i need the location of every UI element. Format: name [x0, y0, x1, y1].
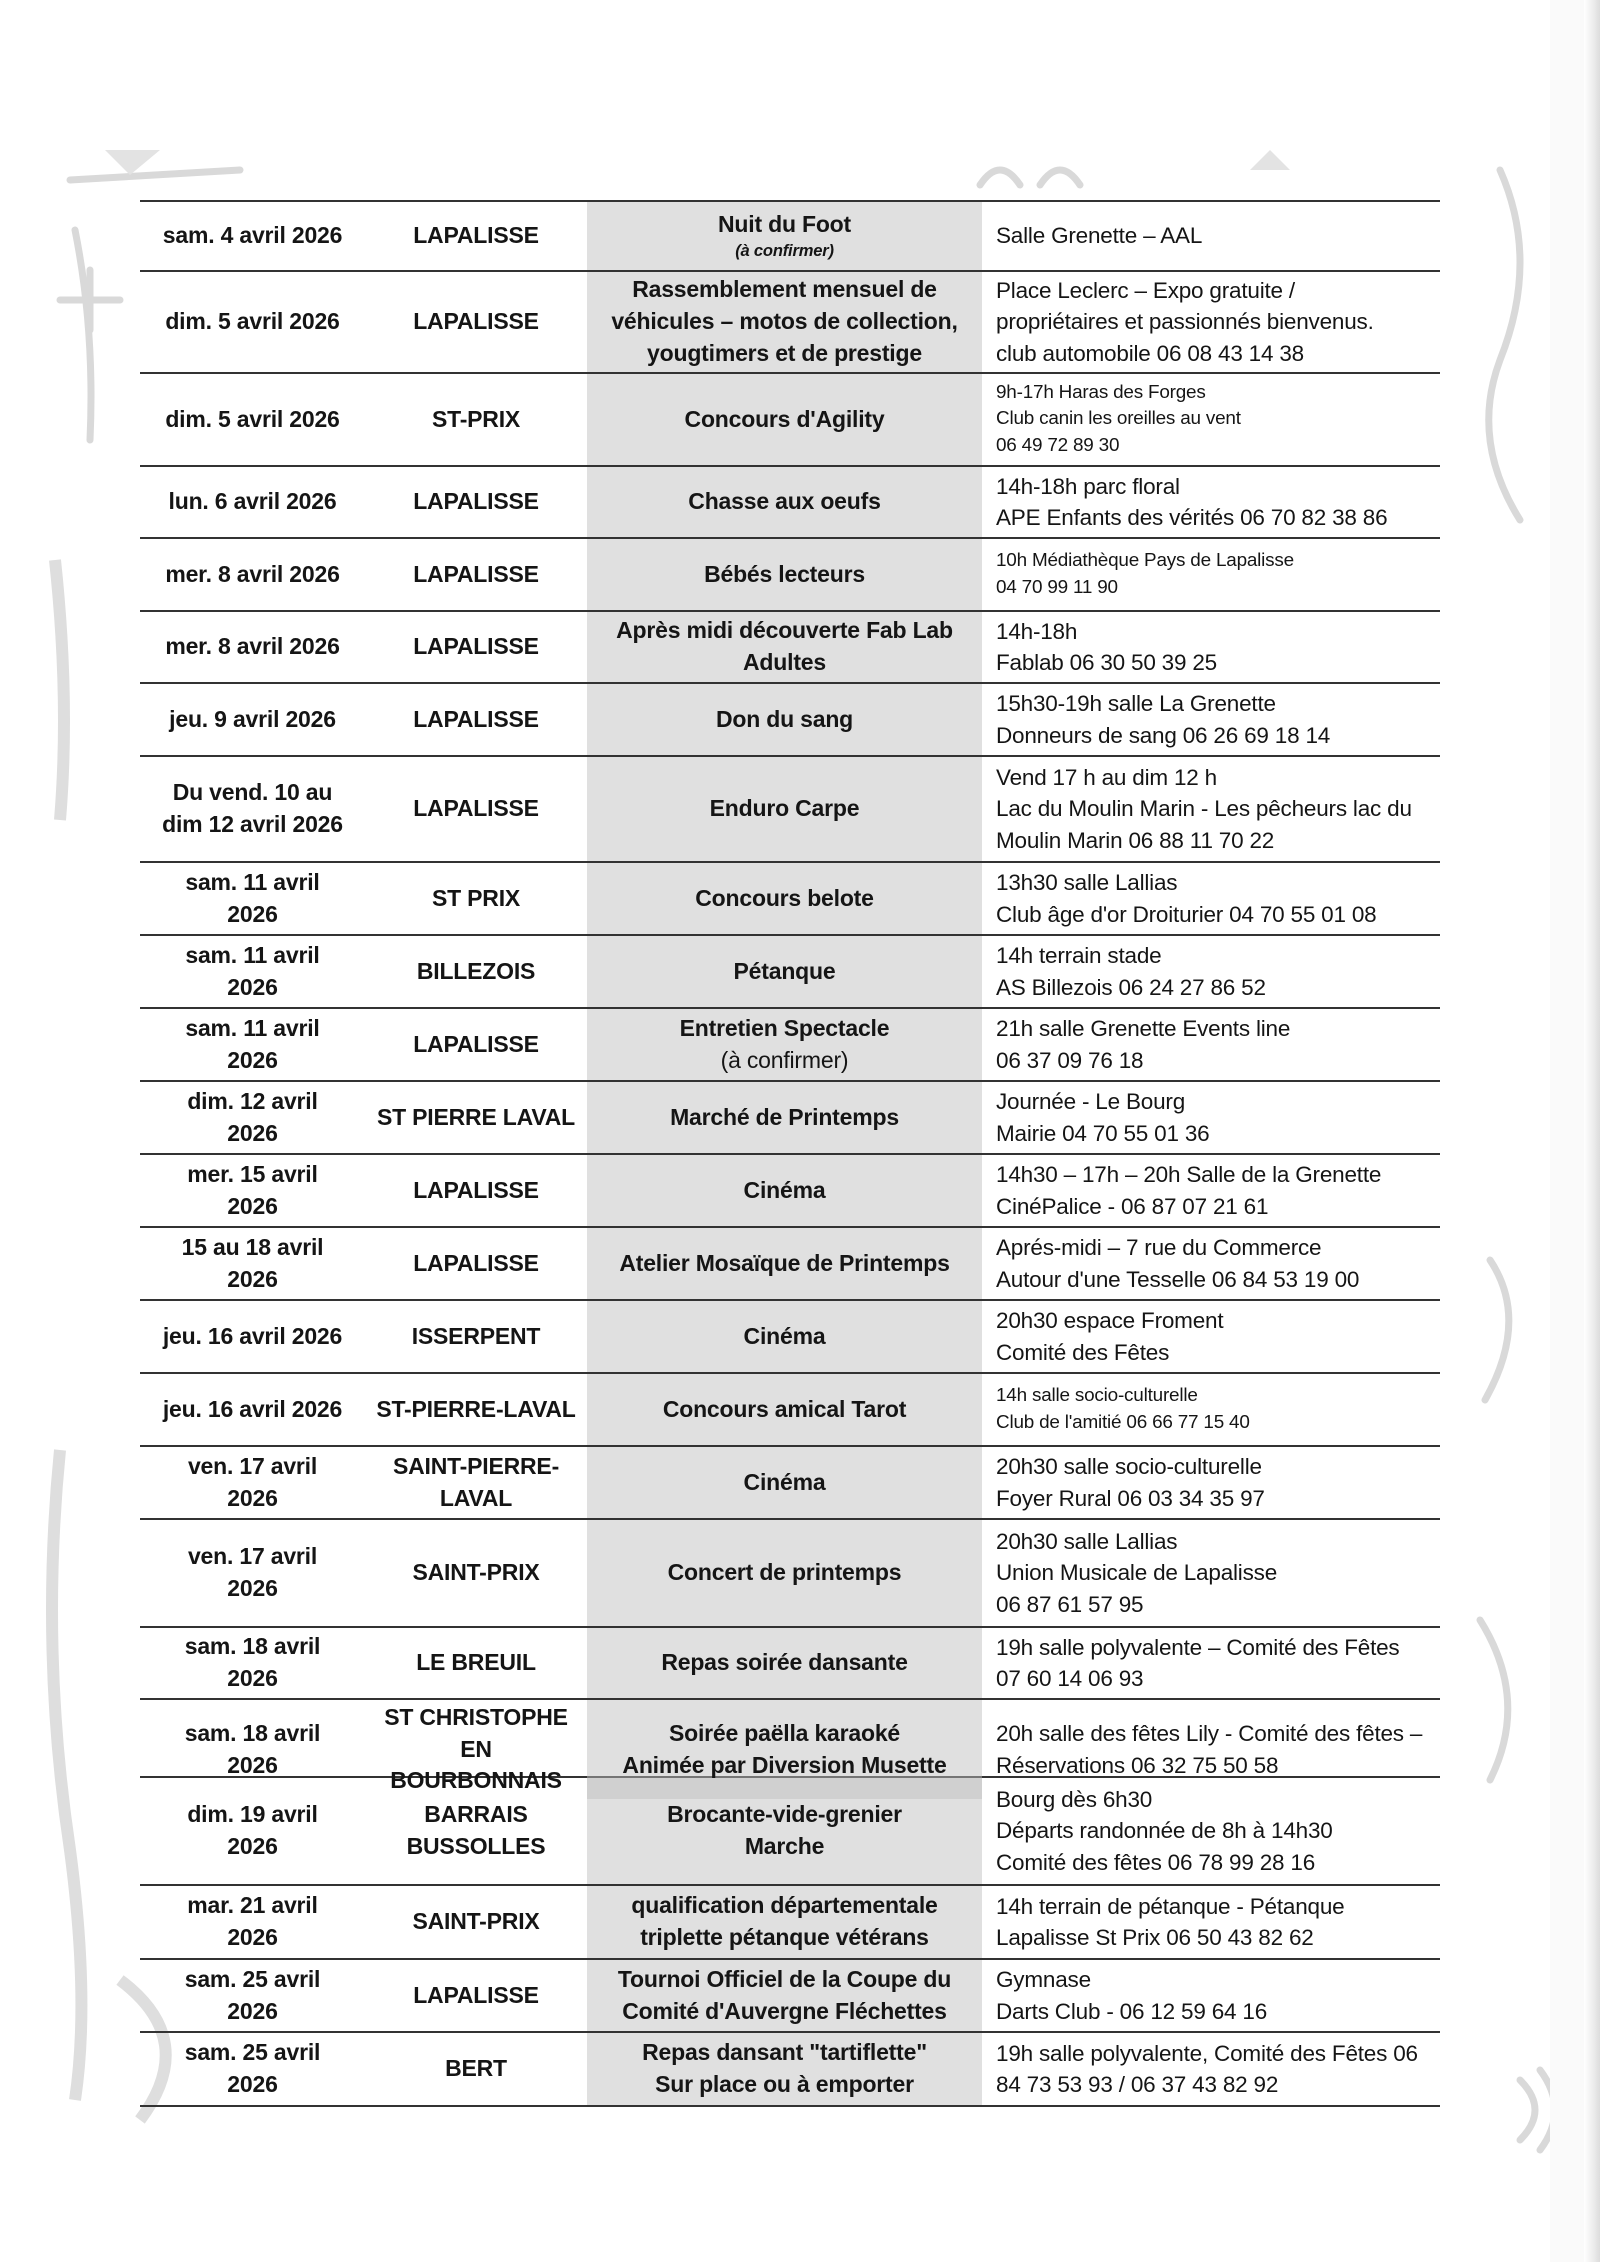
event-location-line: LAPALISSE [413, 560, 539, 587]
event-title-line: Cinéma [743, 1176, 826, 1203]
event-details-line: Donneurs de sang 06 26 69 18 14 [996, 722, 1331, 748]
event-title [587, 936, 982, 1007]
event-details-line: Club âge d'or Droiturier 04 70 55 01 08 [996, 901, 1377, 927]
event-location [365, 1228, 587, 1299]
event-date-line: mer. 15 avril [187, 1160, 318, 1187]
event-date-line: sam. 18 avril [184, 1719, 321, 1746]
table-row [140, 1628, 1440, 1700]
event-date [140, 2033, 365, 2105]
event-date [140, 757, 365, 861]
event-details-line: 19h salle polyvalente – Comité des Fêtes [996, 1634, 1400, 1660]
event-details [982, 1778, 1440, 1884]
event-date-line: sam. 11 avril [185, 868, 320, 895]
events-table [140, 200, 1440, 2107]
event-title-line: (à confirmer) [735, 241, 834, 261]
event-title-line: Entretien Spectacle [679, 1014, 890, 1041]
event-title-line: Concours belote [695, 884, 874, 911]
event-title-line: Sur place ou à emporter [655, 2071, 914, 2097]
event-details-line: 19h salle polyvalente, Comité des Fêtes 06 [996, 2040, 1418, 2066]
event-location [365, 202, 587, 270]
event-title-line: Enduro Carpe [709, 795, 860, 822]
table-row [140, 202, 1440, 272]
event-date [140, 936, 365, 1007]
event-details-line: Aprés-midi – 7 rue du Commerce [996, 1235, 1322, 1260]
event-title-line: Concert de printemps [667, 1559, 902, 1586]
event-location-line: LAPALISSE [413, 222, 539, 249]
event-details [982, 202, 1440, 270]
event-details-line: Comité des Fêtes [996, 1339, 1170, 1365]
event-details-line: 20h30 espace Froment [996, 1308, 1224, 1333]
event-date-line: 2026 [227, 973, 278, 1000]
event-title-line: Pétanque [733, 957, 836, 984]
table-row [140, 1960, 1440, 2033]
table-row [140, 757, 1440, 863]
event-title-line: Bébés lecteurs [704, 560, 865, 587]
event-date-line: 2026 [227, 1833, 278, 1859]
event-details-line: Autour d'une Tesselle 06 84 53 19 00 [996, 1266, 1360, 1292]
table-row [140, 1374, 1440, 1447]
table-row [140, 272, 1440, 374]
event-title [587, 1009, 982, 1080]
event-date [140, 539, 365, 610]
table-row [140, 374, 1440, 467]
event-details-line: Bourg dès 6h30 [996, 1786, 1153, 1812]
event-location [365, 936, 587, 1007]
event-title-line: Marché de Printemps [670, 1103, 899, 1130]
event-date [140, 272, 365, 372]
event-title-line: Repas soirée dansante [661, 1649, 908, 1676]
event-title [587, 1082, 982, 1153]
event-details-line: club automobile 06 08 43 14 38 [996, 340, 1304, 366]
event-title-line: Chasse aux oeufs [688, 488, 881, 515]
table-row [140, 1886, 1440, 1960]
event-details-line: Comité des fêtes 06 78 99 28 16 [996, 1849, 1316, 1875]
event-details-line: Lac du Moulin Marin - Les pêcheurs lac du [996, 796, 1412, 822]
event-details-line: Gymnase [996, 1967, 1091, 1992]
table-row [140, 1009, 1440, 1082]
event-details-line: 20h30 salle socio-culturelle [996, 1454, 1262, 1479]
event-details-line: CinéPalice - 06 87 07 21 61 [996, 1193, 1269, 1219]
event-details-line: propriétaires et passionnés bienvenus. [996, 309, 1374, 335]
event-date [140, 1960, 365, 2031]
event-date-line: dim 12 avril 2026 [162, 811, 343, 837]
event-date [140, 1301, 365, 1372]
event-location-line: LAPALISSE [413, 1249, 539, 1276]
event-title-line: Don du sang [715, 705, 854, 732]
table-row [140, 1700, 1440, 1794]
event-details-line: Départs randonnée de 8h à 14h30 [996, 1818, 1333, 1844]
event-details-line: Journée - Le Bourg [996, 1089, 1186, 1114]
event-title [587, 1520, 982, 1626]
event-title [587, 1301, 982, 1372]
event-details-line: 20h30 salle Lallias [996, 1528, 1178, 1554]
event-title-line: Cinéma [743, 1468, 826, 1495]
event-location-line: SAINT-PRIX [412, 1559, 540, 1586]
event-date-line: 2026 [227, 2071, 278, 2097]
event-title [587, 684, 982, 755]
event-date-line: jeu. 9 avril 2026 [169, 705, 336, 732]
event-title [587, 539, 982, 610]
event-location-line: LAPALISSE [413, 1981, 539, 2008]
event-date-line: dim. 5 avril 2026 [165, 308, 340, 335]
event-location-line: ISSERPENT [411, 1322, 541, 1349]
event-details-line: APE Enfants des vérités 06 70 82 38 86 [996, 505, 1388, 530]
event-date-line: sam. 4 avril 2026 [162, 222, 343, 249]
event-title [587, 863, 982, 934]
event-date-line: 2026 [227, 1484, 278, 1511]
table-row [140, 684, 1440, 757]
event-details-line: Club de l'amitié 06 66 77 15 40 [996, 1411, 1250, 1433]
event-date-line: ven. 17 avril [187, 1452, 318, 1479]
event-date-line: dim. 19 avril [187, 1801, 318, 1828]
event-date-line: sam. 11 avril [185, 1014, 320, 1041]
event-date-line: mar. 21 avril [187, 1892, 318, 1919]
event-date-line: 2026 [227, 900, 278, 927]
event-date-line: 2026 [227, 1046, 278, 1073]
event-details [982, 374, 1440, 465]
event-date-line: mer. 8 avril 2026 [165, 560, 340, 587]
event-details-line: 20h salle des fêtes Lily - Comité des fêtes – [996, 1721, 1423, 1747]
table-row [140, 1520, 1440, 1628]
event-details-line: Moulin Marin 06 88 11 70 22 [996, 827, 1275, 853]
event-date-line: 2026 [227, 1265, 278, 1292]
event-location [365, 684, 587, 755]
event-details-line: 10h Médiathèque Pays de Lapalisse [996, 550, 1294, 572]
event-location-line: LAPALISSE [413, 705, 539, 732]
event-details-line: Vend 17 h au dim 12 h [996, 764, 1217, 790]
event-details [982, 1886, 1440, 1958]
event-title-line: Adultes [743, 649, 826, 675]
event-title-line: Animée par Diversion Musette [622, 1751, 947, 1778]
event-title [587, 202, 982, 270]
event-details [982, 539, 1440, 610]
event-location [365, 1778, 587, 1884]
event-title-line: Nuit du Foot [718, 210, 851, 237]
event-location [365, 539, 587, 610]
event-date [140, 1628, 365, 1698]
event-date [140, 1447, 365, 1518]
event-location-line: ST-PIERRE-LAVAL [376, 1395, 576, 1422]
event-date-line: ven. 17 avril [187, 1543, 318, 1570]
event-location-line: ST CHRISTOPHE EN [384, 1704, 568, 1762]
event-title-line: Tournoi Officiel de la Coupe du [617, 1965, 952, 1992]
event-details-line: 07 60 14 06 93 [996, 1666, 1144, 1691]
event-details-line: Place Leclerc – Expo gratuite / [996, 277, 1295, 303]
event-location [365, 1082, 587, 1153]
event-location-line: ST-PRIX [431, 405, 521, 432]
event-date-line: 15 au 18 avril [181, 1233, 324, 1260]
event-location [365, 757, 587, 861]
event-details-line: 06 49 72 89 30 [996, 434, 1120, 456]
event-location [365, 2033, 587, 2105]
event-location [365, 374, 587, 465]
event-location [365, 1447, 587, 1518]
event-location-line: ST PIERRE LAVAL [376, 1103, 576, 1130]
event-date-line: jeu. 16 avril 2026 [162, 1395, 343, 1422]
event-date-line: 2026 [227, 1924, 278, 1950]
event-date [140, 1778, 365, 1884]
event-date [140, 374, 365, 465]
event-details-line: Club canin les oreilles au vent [996, 408, 1241, 430]
scan-edge [1584, 0, 1600, 2262]
event-details [982, 1628, 1440, 1698]
event-date [140, 202, 365, 270]
event-date [140, 863, 365, 934]
event-details [982, 1009, 1440, 1080]
event-title [587, 2033, 982, 2105]
table-row [140, 863, 1440, 936]
event-details [982, 1082, 1440, 1153]
event-location-line: LAPALISSE [413, 795, 539, 822]
event-title [587, 1228, 982, 1299]
event-title-line: Concours d'Agility [684, 405, 885, 432]
event-details [982, 936, 1440, 1007]
event-date [140, 1886, 365, 1958]
event-title-line: Rassemblement mensuel de [632, 276, 937, 303]
event-date-line: sam. 11 avril [185, 941, 320, 968]
event-date-line: Du vend. 10 au [172, 779, 333, 806]
event-location-line: BERT [445, 2055, 507, 2082]
event-location [365, 1520, 587, 1626]
event-title-line: Brocante-vide-grenier [667, 1801, 902, 1828]
event-date [140, 612, 365, 682]
event-location-line: LAPALISSE [413, 633, 539, 660]
event-date [140, 1009, 365, 1080]
event-details [982, 1155, 1440, 1226]
event-location-line: SAINT-PRIX [412, 1908, 540, 1935]
event-details-line: Foyer Rural 06 03 34 35 97 [996, 1485, 1265, 1511]
event-details [982, 757, 1440, 861]
event-date-line: dim. 5 avril 2026 [165, 405, 340, 432]
event-location [365, 863, 587, 934]
event-title-line: Concours amical Tarot [662, 1395, 907, 1422]
event-title [587, 1447, 982, 1518]
event-date-line: mer. 8 avril 2026 [165, 633, 340, 660]
event-title [587, 1886, 982, 1958]
event-title [587, 1628, 982, 1698]
event-details-line: 14h-18h [996, 618, 1078, 644]
event-title-line: Repas dansant "tartiflette" [642, 2039, 927, 2066]
event-details-line: 14h salle socio-culturelle [996, 1385, 1198, 1407]
event-location-line: LAPALISSE [413, 1030, 539, 1057]
table-row [140, 1301, 1440, 1374]
event-title-line: Cinéma [743, 1322, 826, 1349]
event-title-line: Atelier Mosaïque de Printemps [619, 1249, 950, 1276]
table-row [140, 936, 1440, 1009]
event-location-line: LAPALISSE [413, 308, 539, 335]
event-details-line: 13h30 salle Lallias [996, 870, 1178, 895]
event-details-line: Réservations 06 32 75 50 58 [996, 1752, 1279, 1778]
table-row [140, 539, 1440, 612]
event-date-line: lun. 6 avril 2026 [168, 488, 337, 515]
event-location-line: LAPALISSE [413, 488, 539, 515]
event-title-line: yougtimers et de prestige [647, 339, 922, 366]
event-location-line: SAINT-PIERRE-LAVAL [392, 1452, 560, 1511]
event-title [587, 757, 982, 861]
event-location [365, 1009, 587, 1080]
event-date [140, 1228, 365, 1299]
event-location-line: LE BREUIL [416, 1649, 536, 1676]
event-date [140, 684, 365, 755]
event-title [587, 612, 982, 682]
table-row [140, 1082, 1440, 1155]
table-row [140, 1228, 1440, 1301]
event-date [140, 1520, 365, 1626]
event-location-line: LAPALISSE [413, 1176, 539, 1203]
event-details [982, 1301, 1440, 1372]
event-title-line: véhicules – motos de collection, [611, 308, 958, 335]
event-details-line: 06 87 61 57 95 [996, 1591, 1144, 1617]
event-details-line: Salle Grenette – AAL [996, 223, 1203, 249]
table-row [140, 612, 1440, 684]
table-row [140, 2033, 1440, 2107]
event-location [365, 1960, 587, 2031]
event-date-line: 2026 [227, 1119, 278, 1146]
event-date-line: sam. 25 avril [184, 1965, 321, 1992]
event-details [982, 1447, 1440, 1518]
event-location-line: BILLEZOIS [416, 957, 536, 984]
event-title [587, 374, 982, 465]
event-date [140, 1155, 365, 1226]
event-location [365, 1374, 587, 1445]
event-details-line: 14h terrain de pétanque - Pétanque [996, 1893, 1345, 1919]
event-details-line: Darts Club - 06 12 59 64 16 [996, 1998, 1268, 2024]
event-title [587, 1155, 982, 1226]
event-location [365, 272, 587, 372]
event-date [140, 467, 365, 537]
event-location [365, 1301, 587, 1372]
event-date [140, 1082, 365, 1153]
event-date-line: dim. 12 avril [187, 1087, 318, 1114]
event-date [140, 1374, 365, 1445]
event-title-line: Comité d'Auvergne Fléchettes [622, 1997, 947, 2024]
event-details [982, 1374, 1440, 1445]
event-title [587, 1778, 982, 1884]
event-details-line: Mairie 04 70 55 01 36 [996, 1120, 1210, 1146]
event-details [982, 863, 1440, 934]
event-details [982, 1228, 1440, 1299]
event-date-line: 2026 [227, 1997, 278, 2024]
event-location-line: ST PRIX [431, 884, 521, 911]
event-details [982, 612, 1440, 682]
event-title-line: Marche [744, 1833, 825, 1859]
event-details [982, 272, 1440, 372]
event-details-line: 06 37 09 76 18 [996, 1047, 1144, 1073]
event-title-line: Soirée paëlla karaoké [668, 1719, 901, 1746]
event-location [365, 467, 587, 537]
table-row [140, 1778, 1440, 1886]
event-details-line: 84 73 53 93 / 06 37 43 82 92 [996, 2072, 1279, 2097]
table-row [140, 1155, 1440, 1228]
event-title [587, 1374, 982, 1445]
event-title-line: (à confirmer) [720, 1046, 849, 1073]
event-details-line: 14h30 – 17h – 20h Salle de la Grenette [996, 1162, 1382, 1187]
event-details-line: 14h-18h parc floral [996, 473, 1180, 499]
event-details-line: 9h-17h Haras des Forges [996, 381, 1206, 403]
event-date-line: sam. 18 avril [184, 1633, 321, 1660]
event-location [365, 612, 587, 682]
event-location-line: BARRAIS BUSSOLLES [406, 1801, 546, 1859]
event-location-line: BOURBONNAIS [390, 1767, 562, 1794]
event-location [365, 1628, 587, 1698]
event-details-line: Union Musicale de Lapalisse [996, 1560, 1278, 1586]
table-row [140, 1447, 1440, 1520]
event-title-line: Après midi découverte Fab Lab [616, 617, 953, 644]
event-details-line: 14h terrain stade [996, 943, 1162, 968]
event-location [365, 1886, 587, 1958]
event-details [982, 2033, 1440, 2105]
event-details [982, 1520, 1440, 1626]
event-details [982, 467, 1440, 537]
event-title-line: qualification départementale [631, 1892, 938, 1919]
event-details-line: AS Billezois 06 24 27 86 52 [996, 974, 1266, 1000]
event-details [982, 1960, 1440, 2031]
event-date-line: jeu. 16 avril 2026 [162, 1322, 343, 1349]
event-details-line: Lapalisse St Prix 06 50 43 82 62 [996, 1925, 1314, 1950]
event-details-line: 04 70 99 11 90 [996, 576, 1118, 598]
event-date-line: sam. 25 avril [184, 2039, 321, 2066]
event-details [982, 684, 1440, 755]
event-date-line: 2026 [227, 1665, 278, 1691]
event-title [587, 1960, 982, 2031]
event-details-line: Fablab 06 30 50 39 25 [996, 650, 1217, 675]
event-details-line: 15h30-19h salle La Grenette [996, 691, 1276, 716]
event-title [587, 467, 982, 537]
event-title [587, 272, 982, 372]
event-title-line: triplette pétanque vétérans [640, 1924, 929, 1950]
event-date-line: 2026 [227, 1192, 278, 1219]
event-date-line: 2026 [227, 1751, 278, 1778]
table-row [140, 467, 1440, 539]
event-details-line: 21h salle Grenette Events line [996, 1016, 1291, 1041]
event-location [365, 1155, 587, 1226]
event-date-line: 2026 [227, 1575, 278, 1601]
